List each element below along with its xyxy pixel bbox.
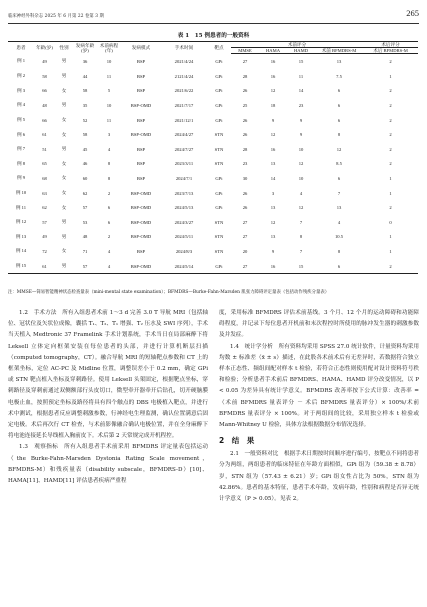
table-cell: 1 <box>389 234 392 240</box>
table-cell: BSP <box>136 73 146 79</box>
header-cell: 手术时间 <box>161 42 207 54</box>
header-cell: 年龄(岁) <box>34 42 55 54</box>
paragraph: 2.1 一般资料对比 根据手术日期按时间顺序进行编号，按靶点不同将患者分为两组，两组患者的临床特征在年龄方面相似，GPi 组为（59.38 ± 8.78）岁，STN 组为（57.43 ± 6.21）岁；GPi 组女性占比为 50%，STN 组为 42.86%。患者的基本特征，患者手术年龄，发病年龄，性别和病程是否异无统计学意义（P > 0.05）。见表 2。 <box>219 451 419 503</box>
table-cell: 61 <box>34 259 55 274</box>
journal-title: 临床神经外科杂志 2025 年 6 月第 22 卷第 3 期 <box>8 14 104 19</box>
table-cell: 68 <box>42 175 47 181</box>
table-cell: 27 <box>242 59 248 65</box>
table-cell: GPi <box>215 58 223 64</box>
table-cell: 2 <box>389 146 392 152</box>
table-title: 表 1 15 例患者的一般资料 <box>177 33 250 39</box>
table-cell: 例 1 <box>16 58 26 64</box>
table-row <box>8 244 418 259</box>
table-cell: 6 <box>337 117 341 123</box>
table-cell: 10 <box>106 102 112 108</box>
table-cell: 71 <box>82 248 88 254</box>
table-cell: 2023/3/11 <box>174 161 194 167</box>
table-cell: 女 <box>61 160 67 166</box>
table-cell: 8 <box>107 175 111 181</box>
table-cell: 2121/4/24 <box>174 73 194 79</box>
table-cell: 女 <box>61 248 67 254</box>
table-cell: 61 <box>42 132 47 138</box>
section-heading: 2 结 果 <box>219 436 255 446</box>
table-cell: 26 <box>242 205 248 211</box>
table-cell: GPi <box>215 117 223 123</box>
table-cell: BSP <box>136 88 146 94</box>
table-cell: BSP-OMD <box>130 132 152 138</box>
table-cell: 14 <box>270 175 276 181</box>
paragraph: 1.4 统计学分析 所有资料均采用 SPSS 27.0 统计软件，计量资料均采用均数 ± 标准差（x̄ ± s）描述，在此股各术前术后有无差异时，若数据符合独立样本正态性、频组间配对样本 t 检验，若符合正态性则使用配对设计资料符号秩和检验；分析患者手术前后 BFMDRS、HAMA、HAMD 评分改变情况，以 P < 0.05 为差异具有统计学意义。BFMDRS 改善率按下公式计算：改善率 =（术前 BFMDRS 量表评分 － 术后 BFMDRS 量表评分）× 100%/术前 BFMDRS 量表评分 × 100%。对于两组间的比较，采用独立样本 t 检验或 Mann-Whitney U 检验，具体方法根据数据分布情况选择。 <box>219 343 419 429</box>
paragraph: 度，采用标准 BFMDRS 评估术前基线。3 个月、12 个月的运动障碍和功能障碍程度，并记录下每位患者开机前和末次程控时所使用的脉冲发生器的刺激参数及并发症。 <box>219 310 419 339</box>
table-cell: 49 <box>42 58 47 64</box>
table-cell: 18 <box>270 102 276 108</box>
table-cell: 27 <box>242 219 248 225</box>
table-cell: GPi <box>215 88 223 94</box>
table-cell: 26 <box>242 132 248 138</box>
table-row <box>8 84 418 99</box>
table-cell: 35 <box>82 102 88 108</box>
table-cell: 2021/7/17 <box>174 102 194 108</box>
table-row <box>8 171 418 186</box>
table-cell: 72 <box>42 248 47 254</box>
table-cell: 2 <box>389 161 392 167</box>
table-cell: 12 <box>298 205 304 211</box>
table-cell: 12 <box>270 219 276 225</box>
table-cell: 11 <box>298 73 304 79</box>
table-cell: 63 <box>42 190 47 196</box>
table-cell: 2023/7/13 <box>174 190 194 196</box>
table-cell: 男 <box>61 102 67 108</box>
table-cell: 例 10 <box>15 190 27 196</box>
table-cell: BSP <box>136 117 146 123</box>
table-cell: STN <box>214 219 224 225</box>
table-cell: 例 5 <box>16 117 26 123</box>
table-cell: 女 <box>61 131 67 137</box>
table-cell: GPi <box>215 73 223 79</box>
table-cell: 男 <box>55 259 73 274</box>
table-cell: 26 <box>242 190 248 196</box>
table-cell: 46 <box>82 161 88 167</box>
table-cell: 6 <box>315 259 363 274</box>
table-cell: 4 <box>107 146 111 152</box>
header-cell: 术前病程(年) <box>97 42 121 54</box>
table-cell: 女 <box>61 87 67 93</box>
table-cell: 例 11 <box>15 204 27 210</box>
table-cell: 53 <box>82 219 88 225</box>
table-row <box>8 200 418 215</box>
table-cell: 8.5 <box>336 161 342 167</box>
table-cell: 例 12 <box>15 219 27 225</box>
table-cell: 49 <box>42 234 47 240</box>
table-cell: 2024/3/27 <box>174 219 194 225</box>
table-cell: 13 <box>336 205 342 211</box>
table-cell: 1 <box>389 248 392 254</box>
table-cell: 例 13 <box>15 233 27 239</box>
table-cell: 2021/4/24 <box>174 58 194 64</box>
header-cell: 发病年龄(岁) <box>73 42 97 54</box>
table-cell: 13 <box>270 161 276 167</box>
table-cell: BSP <box>136 175 146 181</box>
running-header <box>8 8 419 24</box>
table-cell: 6 <box>337 175 341 181</box>
table-cell: 5 <box>107 88 111 94</box>
table-cell: 2 <box>389 88 392 94</box>
table-cell: 2 <box>389 205 392 211</box>
header-cell: 术前 BFMDRS-M <box>315 48 363 54</box>
header-group-preop: 术前评分 <box>231 42 363 48</box>
table-row <box>8 157 418 172</box>
table-row <box>8 69 418 84</box>
table-cell: BSP-OMD <box>130 234 152 240</box>
table-row <box>8 259 418 274</box>
table-cell: 1 <box>389 190 392 196</box>
table-cell: BSP-OMD <box>130 190 152 196</box>
table-cell: GPi <box>215 205 223 211</box>
table-cell: 60 <box>82 175 88 181</box>
table-cell: 7 <box>299 219 303 225</box>
table-cell: 9 <box>271 117 275 123</box>
table-cell: 2021/12/1 <box>174 117 194 123</box>
table-cell: 6 <box>337 102 341 108</box>
table-footnote: 注：MMSE—简易智能精神状态检查量表（mini-mental state examination）；BFMDRS—Burke-Fahn-Marsden 肌张力障碍评定量表（包括动作残疾分量表） <box>8 290 330 295</box>
header-cell: 发病模式 <box>121 42 161 54</box>
table-cell: 8 <box>337 248 341 254</box>
table-cell: STN <box>214 248 224 254</box>
table-cell: 45 <box>82 146 88 152</box>
table-cell: 58 <box>42 73 47 79</box>
table-cell: 男 <box>61 73 67 79</box>
table-cell: 58 <box>82 88 88 94</box>
table-cell: 26 <box>242 117 248 123</box>
table-row <box>8 113 418 128</box>
table-cell: 48 <box>42 102 47 108</box>
table-cell: 女 <box>61 117 67 123</box>
table-cell: 8 <box>299 234 303 240</box>
table-cell: 9 <box>299 117 303 123</box>
table-cell: 62 <box>42 205 47 211</box>
table-cell: 57 <box>42 219 47 225</box>
table-cell: 4 <box>107 248 111 254</box>
table-cell: 8 <box>337 132 341 138</box>
table-cell: BSP <box>136 161 146 167</box>
paragraph: 1.3 观察指标 所有入组患者手术前采用 BFMDRS 评定量表包括运动（the Burke-Fahn-Marsden Dystonia Rating Scale movement，BFMDRS-M）和残疾量表（disability subscale，BFMDRS-D）[10]、HAMA[11]、HAMD[11] 评估患者疾病严重程 <box>8 444 208 485</box>
table-cell: 男 <box>61 233 67 239</box>
table-cell: 男 <box>61 58 67 64</box>
paragraph: 1.2 手术方法 所有入组患者术前 1～3 d 完善 3.0 T 导航 MRI（包括轴位、冠状位及矢状位成像，囊括 T₁、T₂、T₁ 增强、T₂ 压水及 SWI 序列），手术当天植入 Medtronic 37 Framelink 手术计划系统，手术当日在局部麻醉下将 Leksell 立体定向框架安装在每位患者的头部，并进行计算机断层扫描（computed tomography，CT）。融合导航 MRI 的短轴靶点参数和 CT 上的框架坐标，定位 AC-PC 及 Midline 位置，调整误差小于 0.2 mm，确定 GPi 或 STN 靶点植入坐标及穿刺路径。使用 Leksell 头架固定，根据靶点坐标，穿刺路径及穿刺前通过双侧额部行头皮切口，微型牵开器牵开后钻孔，切开硬脑膜电极止血，按照预定坐标及路径将具有四个触点的 DBS 电极植入靶点，并进行术中测试，根据患者反应调整刺激参数，行神经电生理监测，确认位置满意后固定电极。术后再次行 CT 检查，与术前影像融合确认电极位置，并在全身麻醉下将电池连接延长导线植入胸前皮下。术后第 2 天常规完成开机程控。 <box>8 310 208 440</box>
header-cell: 患者 <box>8 42 34 54</box>
table-cell: 例 14 <box>15 248 27 254</box>
table-cell: 10 <box>298 146 304 152</box>
table-cell: 6 <box>107 219 111 225</box>
table-cell: GPi <box>215 190 223 196</box>
table-cell: STN <box>214 146 224 152</box>
table-cell: 25 <box>242 102 248 108</box>
table-cell: 2 <box>389 102 392 108</box>
table-cell: 23 <box>298 102 304 108</box>
table-cell: 例 7 <box>16 146 26 152</box>
table-cell: 13 <box>270 234 276 240</box>
header-cell: HAMD <box>287 48 315 54</box>
table-cell: 女 <box>61 204 67 210</box>
table-cell: GPi <box>207 259 231 274</box>
table-cell: 62 <box>82 190 88 196</box>
table-cell: 26 <box>242 88 248 94</box>
table-cell: 57 <box>82 205 88 211</box>
table-cell: 2024/5/14 <box>161 259 207 274</box>
header-cell: 靶点 <box>207 42 231 54</box>
header-group-postop: 术后评分 <box>363 42 418 48</box>
table-cell: 27 <box>242 234 248 240</box>
table-cell: 16 <box>270 146 276 152</box>
table-cell: 57 <box>73 259 97 274</box>
table-cell: 2024/7/1 <box>175 175 193 181</box>
table-cell: BSP <box>136 248 146 254</box>
table-cell: 2 <box>363 259 418 274</box>
table-cell: 27 <box>231 259 259 274</box>
table-cell: 女 <box>61 175 67 181</box>
table-cell: 20 <box>242 248 248 254</box>
table-cell: 8 <box>107 161 111 167</box>
table-cell: 7 <box>299 248 303 254</box>
header-cell: MMSE <box>231 48 259 54</box>
table-cell: BSP <box>136 58 146 64</box>
table-cell: 9 <box>271 248 275 254</box>
table-cell: 7.5 <box>336 73 342 79</box>
table-cell: 男 <box>61 219 67 225</box>
table-cell: 9 <box>299 132 303 138</box>
table-cell: 12 <box>336 146 342 152</box>
table-cell: 13 <box>270 205 276 211</box>
table-cell: 1 <box>389 73 392 79</box>
table-cell: 3 <box>107 132 111 138</box>
table-row <box>8 230 418 245</box>
table-row <box>8 54 418 69</box>
table-cell: 例 15 <box>8 259 34 274</box>
table-cell: 51 <box>42 146 47 152</box>
table-cell: 14 <box>298 88 304 94</box>
table-cell: 2 <box>389 132 392 138</box>
table-body <box>8 54 418 274</box>
page-number: 265 <box>406 8 419 18</box>
table-cell: 10 <box>298 175 304 181</box>
table-cell: 1 <box>389 175 392 181</box>
table-row <box>8 98 418 113</box>
table-row <box>8 142 418 157</box>
table-cell: 13 <box>336 59 342 65</box>
table-cell: STN <box>214 234 224 240</box>
table-cell: 0 <box>389 219 392 225</box>
table-cell: GPi <box>215 102 223 108</box>
table-cell: 15 <box>287 259 315 274</box>
table-cell: 例 2 <box>16 73 26 79</box>
table-cell: 例 8 <box>16 160 26 166</box>
header-cell: 术后 BFMDRS-M <box>363 48 418 54</box>
table-cell: 66 <box>42 117 47 123</box>
table-cell: STN <box>214 161 224 167</box>
table-cell: 12 <box>298 161 304 167</box>
table-cell: BSP-OMD <box>130 102 152 108</box>
table-cell: 例 6 <box>16 131 26 137</box>
table-cell: 女 <box>61 190 67 196</box>
table-cell: 4 <box>299 190 303 196</box>
body-column-right <box>219 308 419 505</box>
table-cell: 6 <box>337 88 341 94</box>
table-cell: 44 <box>82 73 88 79</box>
table-cell: BSP-OMD <box>130 205 152 211</box>
table-cell: 3 <box>271 190 275 196</box>
table-cell: 11 <box>106 117 112 123</box>
table-cell: 36 <box>82 58 88 64</box>
table-cell: 16 <box>270 73 276 79</box>
table-cell: STN <box>214 132 224 138</box>
table-cell: 10 <box>106 58 112 64</box>
table-cell: 52 <box>82 117 88 123</box>
table-row <box>8 186 418 201</box>
table-cell: GPi <box>215 175 223 181</box>
table-cell: 7 <box>337 190 341 196</box>
table-cell: 2024/8/3 <box>175 248 193 254</box>
table-cell: 2 <box>389 117 392 123</box>
table-cell: 16 <box>259 259 287 274</box>
table-cell: 16 <box>270 59 276 65</box>
table-cell: 28 <box>242 73 248 79</box>
header-cell: HAMA <box>259 48 287 54</box>
table-cell: 30 <box>242 175 248 181</box>
table-cell: 10.5 <box>334 234 344 240</box>
table-cell: 12 <box>270 88 276 94</box>
header-cell: 性别 <box>55 42 73 54</box>
table-cell: 11 <box>106 73 112 79</box>
table-cell: 男 <box>61 146 67 152</box>
body-column-left <box>8 308 208 487</box>
table-cell: 2024/7/27 <box>174 146 194 152</box>
table-cell: 48 <box>82 234 88 240</box>
table-cell: 6 <box>107 205 111 211</box>
table-cell: 28 <box>242 146 248 152</box>
table-cell: BSP-OMD <box>130 219 152 225</box>
table-cell: 2024/5/11 <box>174 234 194 240</box>
table-cell: 65 <box>42 161 47 167</box>
table-cell: 23 <box>242 161 248 167</box>
table-cell: 例 4 <box>16 102 26 108</box>
table-cell: 2021/6/22 <box>174 88 194 94</box>
table-row <box>8 127 418 142</box>
table-cell: BSP-OMD <box>121 259 161 274</box>
table-cell: 2 <box>389 59 392 65</box>
table-cell: 2 <box>107 190 111 196</box>
patient-table <box>8 41 418 274</box>
table-cell: BSP <box>136 146 146 152</box>
table-cell: 2024/4/27 <box>174 132 194 138</box>
table-cell: 15 <box>298 59 304 65</box>
table-cell: 4 <box>337 219 341 225</box>
table-cell: 12 <box>270 132 276 138</box>
table-cell: 4 <box>97 259 121 274</box>
table-cell: 58 <box>82 132 88 138</box>
table-row <box>8 215 418 230</box>
table-cell: 2 <box>107 234 111 240</box>
table-cell: 例 3 <box>16 87 26 93</box>
table-cell: 66 <box>42 88 47 94</box>
table-cell: 2024/5/13 <box>174 205 194 211</box>
table-cell: 例 9 <box>16 175 26 181</box>
